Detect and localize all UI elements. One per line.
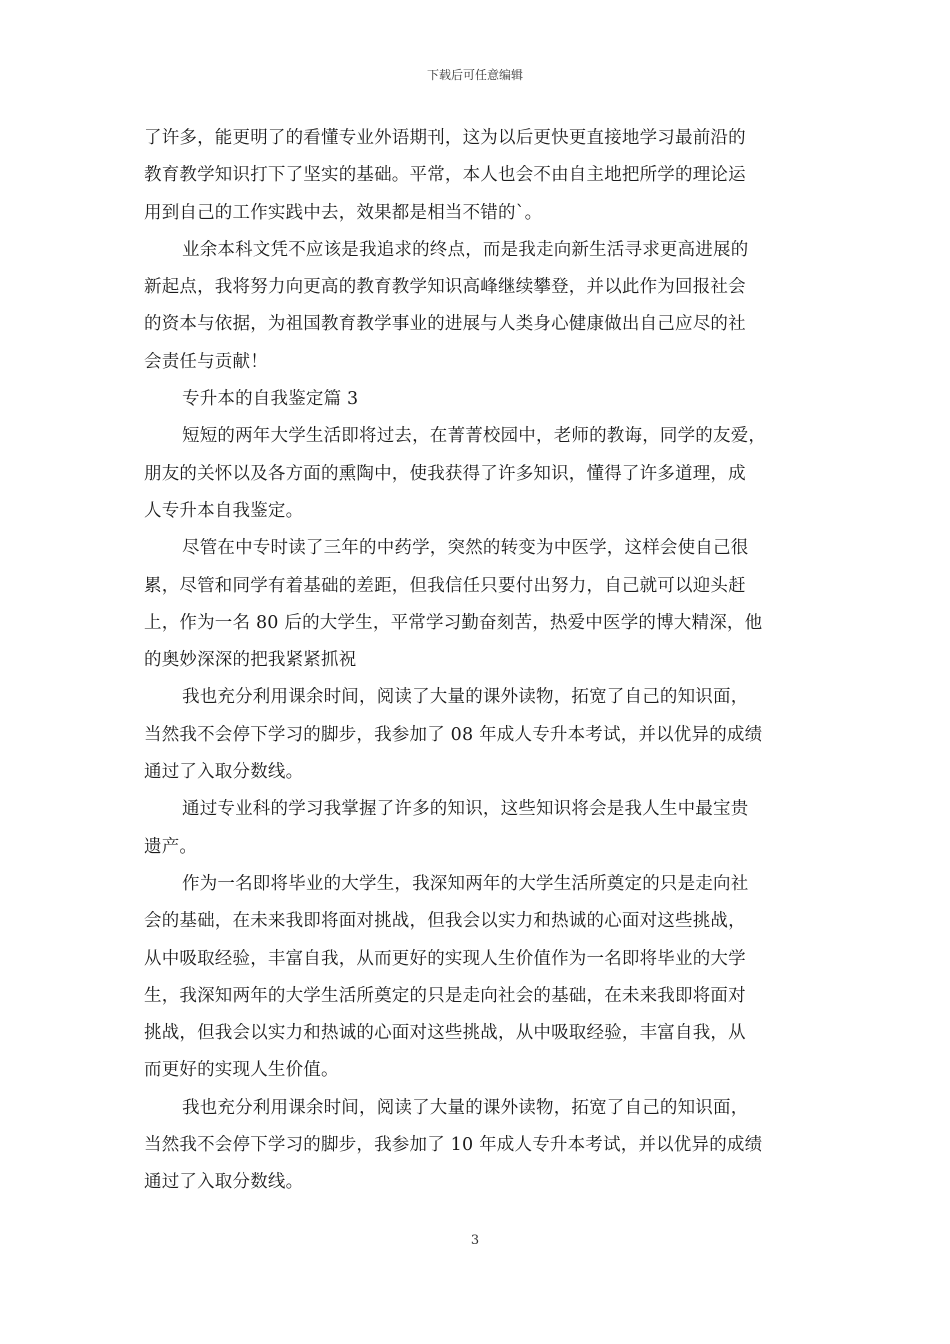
- text-line: 通过了入取分数线。: [144, 762, 304, 783]
- text-line: 通过专业科的学习我掌握了许多的知识，这些知识将会是我人生中最宝贵: [182, 799, 749, 820]
- text-line: 遗产。: [144, 836, 198, 857]
- text-line: 新起点，我将努力向更高的教育教学知识高峰继续攀登，并以此作为回报社会: [144, 277, 746, 298]
- text-line: 挑战，但我会以实力和热诚的心面对这些挑战，从中吸取经验，丰富自我，从: [144, 1023, 746, 1044]
- text-line: 了许多，能更明了的看懂专业外语期刊，这为以后更快更直接地学习最前沿的: [144, 128, 746, 148]
- page-number: 3: [470, 1233, 480, 1248]
- text-line: 会责任与贡献！: [144, 351, 268, 372]
- text-line: 作为一名即将毕业的大学生，我深知两年的大学生活所奠定的只是走向社: [182, 873, 749, 894]
- text-line: 而更好的实现人生价值。: [144, 1060, 339, 1081]
- text-line: 的资本与依据，为祖国教育教学事业的进展与人类身心健康做出自己应尽的社: [144, 314, 746, 335]
- document-body: [144, 120, 810, 1202]
- text-line: 朋友的关怀以及各方面的熏陶中，使我获得了许多知识，懂得了许多道理，成: [144, 463, 746, 484]
- text-line: 业余本科文凭不应该是我追求的终点，而是我走向新生活寻求更高进展的: [182, 239, 749, 260]
- text-line: 会的基础，在未来我即将面对挑战，但我会以实力和热诚的心面对这些挑战，: [144, 911, 746, 932]
- text-line: 上，作为一名 80 后的大学生，平常学习勤奋刻苦，热爱中医学的博大精深，他: [144, 612, 763, 633]
- text-line: 累，尽管和同学有着基础的差距，但我信任只要付出努力，自己就可以迎头赶: [144, 575, 746, 596]
- text-line: 用到自己的工作实践中去，效果都是相当不错的`。: [144, 202, 543, 223]
- text-line: 当然我不会停下学习的脚步，我参加了 10 年成人专升本考试，并以优异的成绩: [144, 1135, 763, 1156]
- text-line: 我也充分利用课余时间，阅读了大量的课外读物，拓宽了自己的知识面，: [182, 1097, 749, 1118]
- page-header: 下载后可任意编辑: [426, 68, 523, 82]
- text-line: 当然我不会停下学习的脚步，我参加了 08 年成人专升本考试，并以优异的成绩: [144, 724, 763, 745]
- text-line: 从中吸取经验，丰富自我，从而更好的实现人生价值作为一名即将毕业的大学: [144, 948, 746, 969]
- text-line: 的奥妙深深的把我紧紧抓祝: [144, 650, 357, 671]
- text-line: 通过了入取分数线。: [144, 1172, 304, 1193]
- text-line: 我也充分利用课余时间，阅读了大量的课外读物，拓宽了自己的知识面，: [182, 687, 749, 708]
- text-line: 尽管在中专时读了三年的中药学，突然的转变为中医学，这样会使自己很: [182, 538, 749, 559]
- text-line: 短短的两年大学生活即将过去，在菁菁校园中，老师的教诲，同学的友爱，: [182, 426, 767, 447]
- text-line: 人专升本自我鉴定。: [144, 500, 304, 521]
- text-line: 教育教学知识打下了坚实的基础。平常，本人也会不由自主地把所学的理论运: [144, 165, 746, 186]
- text-line: 专升本的自我鉴定篇 3: [182, 389, 359, 410]
- text-line: 生，我深知两年的大学生活所奠定的只是走向社会的基础，在未来我即将面对: [144, 985, 746, 1006]
